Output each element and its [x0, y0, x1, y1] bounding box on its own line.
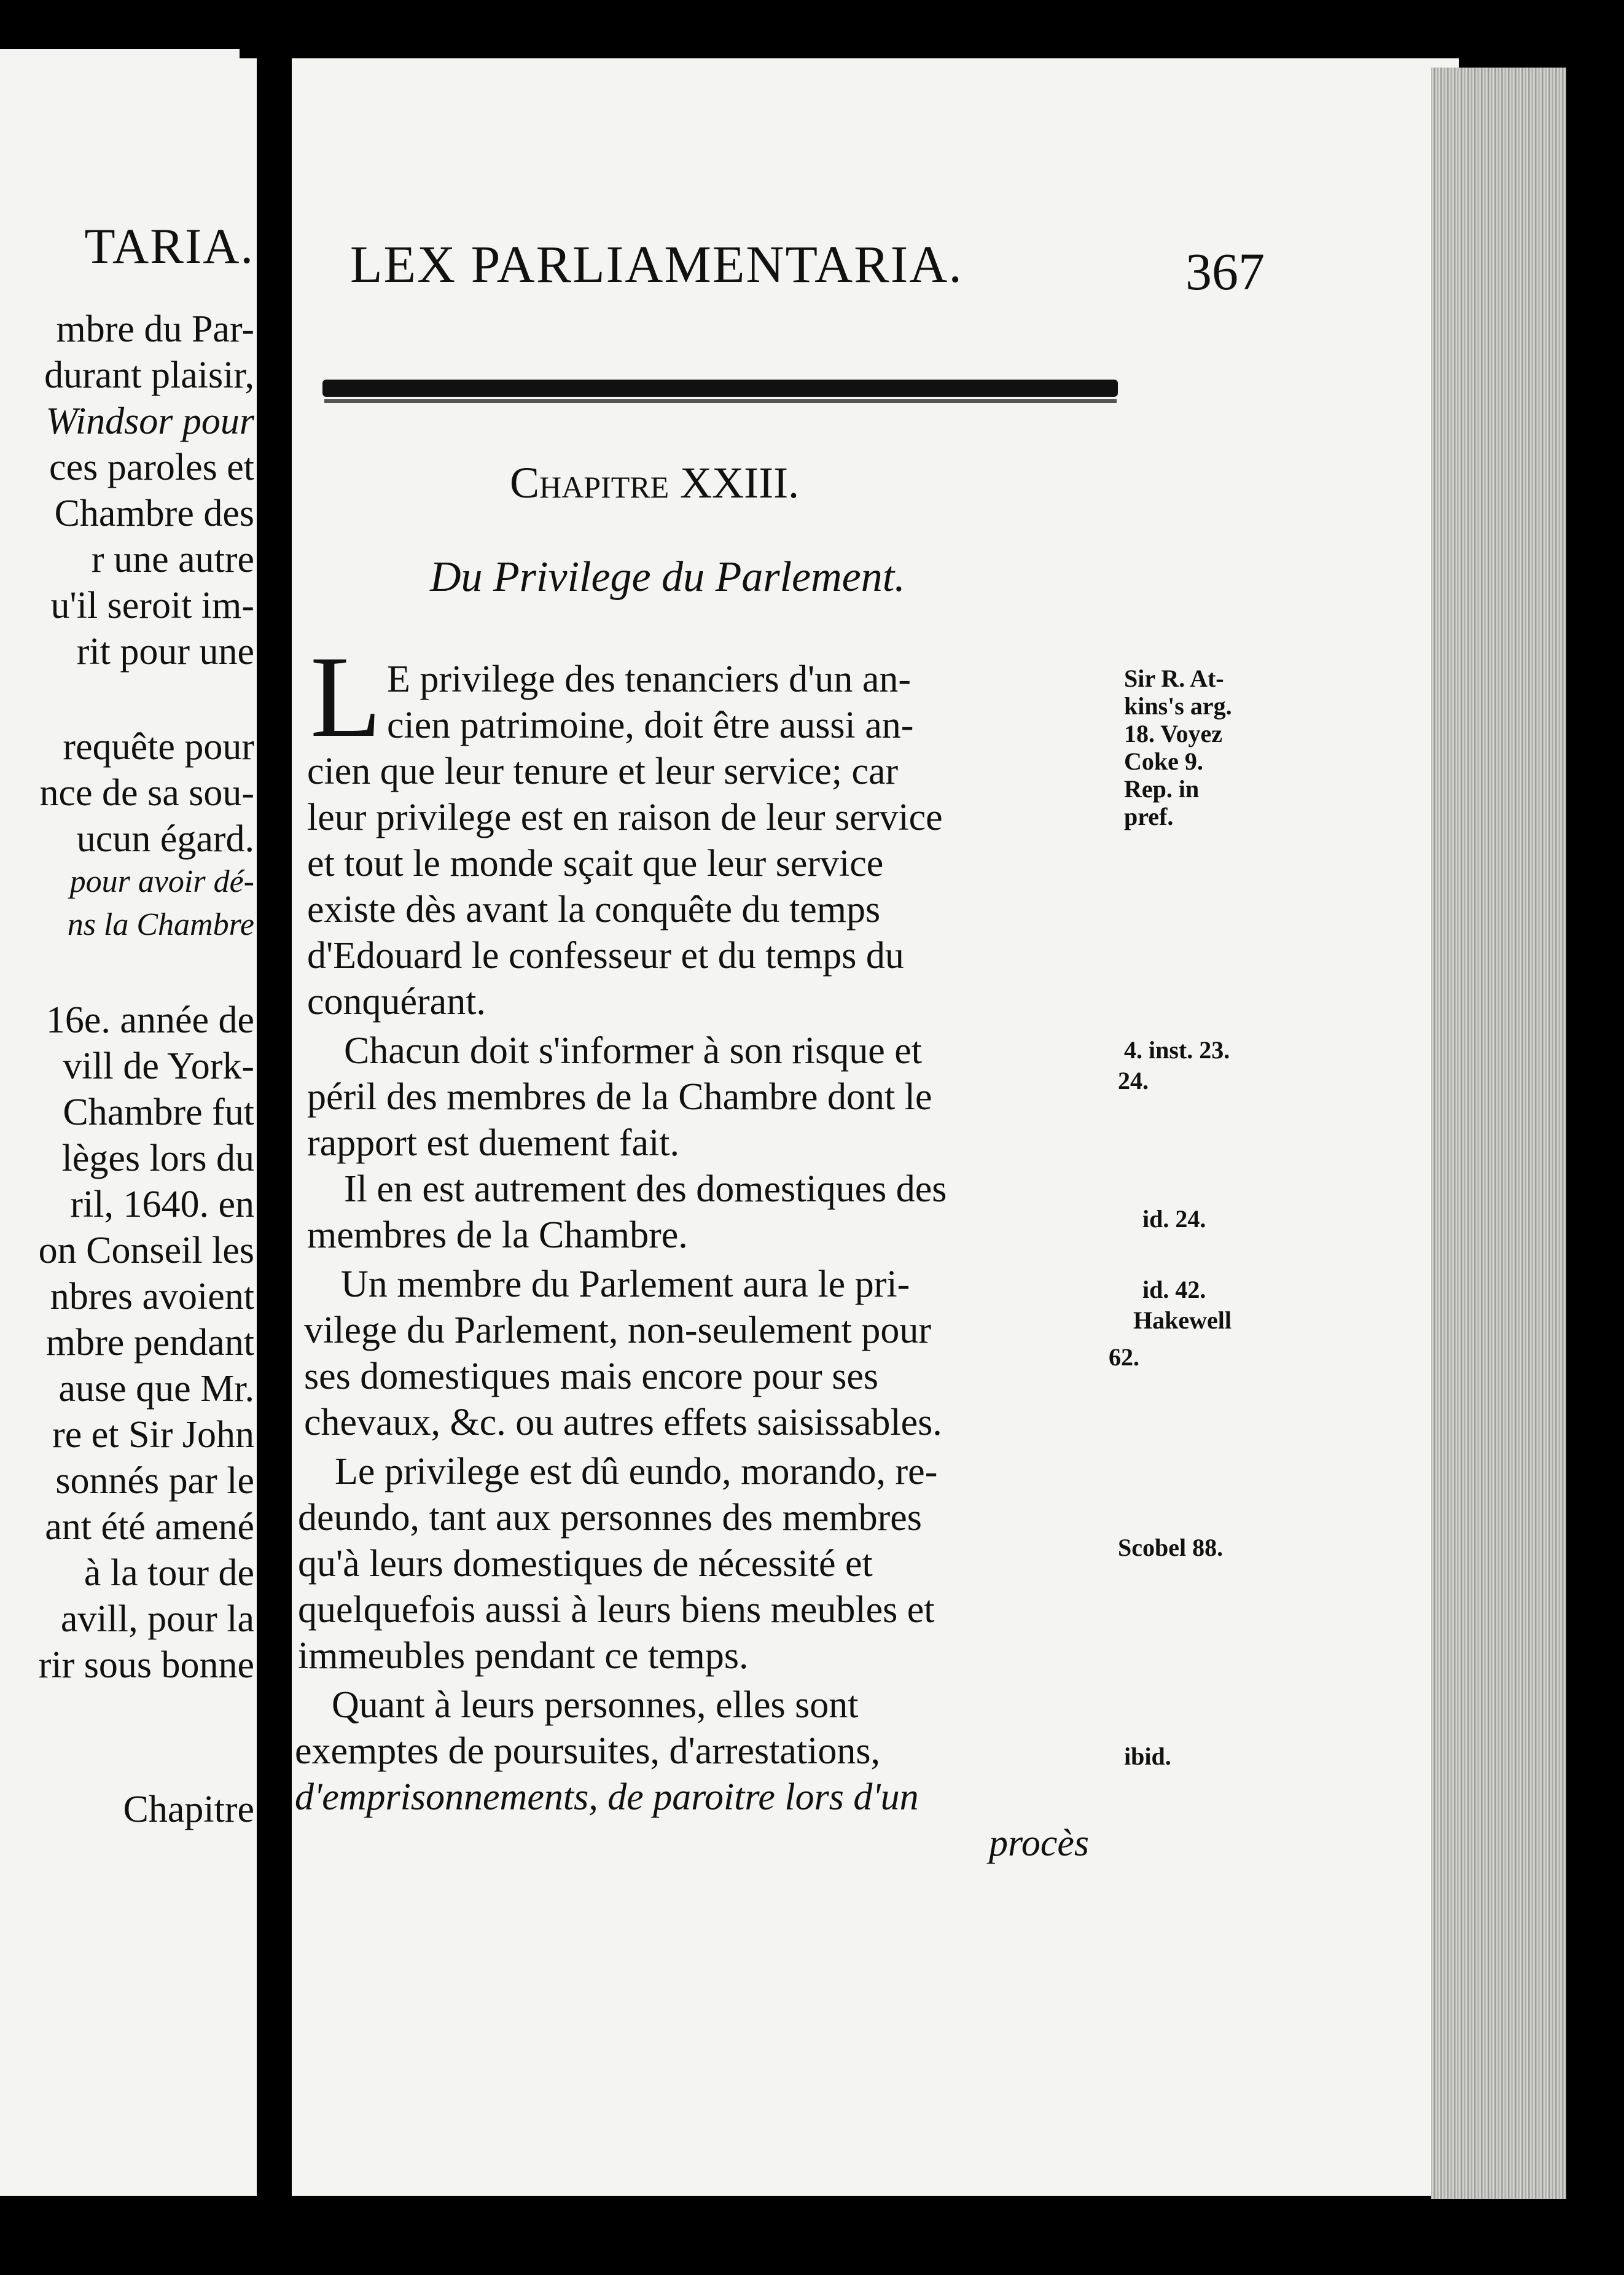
chapter-subtitle: Du Privilege du Parlement.	[430, 553, 905, 601]
body-line: immeubles pendant ce temps.	[298, 1635, 749, 1677]
left-line: Chambre fut	[63, 1091, 254, 1133]
body-line: leur privilege est en raison de leur service	[307, 797, 943, 838]
left-line: u'il seroit im-	[50, 585, 254, 626]
body-line: exemptes de poursuites, d'arrestations,	[295, 1730, 880, 1772]
body-line: ses domestiques mais encore pour ses	[304, 1356, 878, 1397]
left-line: ant été amené	[45, 1506, 254, 1548]
header-rule	[322, 380, 1118, 397]
left-line: on Conseil les	[38, 1230, 254, 1271]
left-line: Chambre des	[54, 493, 254, 534]
left-line: requête pour	[63, 726, 254, 768]
left-line: pour avoir dé-	[69, 864, 254, 899]
left-catchword: Chapitre	[123, 1789, 254, 1830]
left-line: ces paroles et	[49, 447, 254, 488]
page-edges	[1431, 68, 1566, 2199]
margin-note: Coke 9.	[1124, 747, 1203, 775]
margin-note: Scobel 88.	[1118, 1534, 1224, 1561]
left-line: ause que Mr.	[58, 1368, 254, 1410]
page-number: 367	[1185, 242, 1265, 301]
left-line: mbre du Par-	[56, 308, 254, 350]
drop-cap: L	[310, 633, 382, 762]
left-line: rit pour une	[76, 631, 254, 673]
margin-note: Rep. in	[1124, 775, 1200, 803]
body-line: conquérant.	[307, 981, 486, 1023]
margin-note: id. 42.	[1142, 1276, 1206, 1303]
body-line: Un membre du Parlement aura le pri-	[341, 1263, 910, 1305]
left-line: vill de York-	[63, 1045, 254, 1087]
body-line: Quant à leurs personnes, elles sont	[332, 1684, 859, 1726]
body-line: deundo, tant aux personnes des membres	[298, 1497, 922, 1539]
header-rule-thin	[324, 399, 1117, 403]
left-line: re et Sir John	[52, 1414, 254, 1456]
left-line: mbre pendant	[45, 1322, 254, 1364]
margin-note: ibid.	[1124, 1742, 1171, 1770]
margin-note: 4. inst. 23.	[1124, 1036, 1230, 1064]
left-line: ril, 1640. en	[70, 1184, 254, 1225]
body-line: Il en est autrement des domestiques des	[344, 1168, 947, 1210]
left-line: sonnés par le	[55, 1460, 254, 1502]
left-line: Windsor pour	[45, 400, 254, 442]
margin-note: Hakewell	[1133, 1306, 1232, 1334]
left-line: nce de sa sou-	[39, 772, 254, 814]
left-line: nbres avoient	[50, 1276, 254, 1317]
body-line: cien que leur tenure et leur service; car	[307, 751, 899, 792]
body-line: chevaux, &c. ou autres effets saisissables.	[304, 1402, 942, 1443]
body-line: membres de la Chambre.	[307, 1214, 688, 1256]
left-line: à la tour de	[84, 1552, 254, 1594]
body-line: rapport est duement fait.	[307, 1122, 680, 1164]
margin-note: Sir R. At-	[1124, 665, 1224, 692]
chapter-title: Chapitre XXIII.	[510, 458, 800, 507]
running-header: LEX PARLIAMENTARIA.	[350, 235, 963, 294]
margin-note: 24.	[1118, 1067, 1149, 1095]
margin-note: pref.	[1124, 803, 1174, 830]
left-line: ucun égard.	[76, 818, 254, 860]
body-line: d'Edouard le confesseur et du temps du	[307, 935, 904, 977]
left-line: 16e. année de	[45, 999, 254, 1041]
body-line: existe dès avant la conquête du temps	[307, 889, 881, 931]
body-line: qu'à leurs domestiques de nécessité et	[298, 1543, 873, 1585]
body-line: Chacun doit s'informer à son risque et	[344, 1030, 922, 1072]
left-line: ns la Chambre	[67, 907, 254, 942]
margin-note: 62.	[1109, 1343, 1139, 1371]
body-line: vilege du Parlement, non-seulement pour	[304, 1309, 932, 1351]
catchword: procès	[989, 1822, 1089, 1864]
margin-note: 18. Voyez	[1124, 720, 1222, 747]
left-line: lèges lors du	[61, 1138, 254, 1179]
left-line: durant plaisir,	[44, 354, 254, 396]
margin-note: id. 24.	[1142, 1205, 1206, 1233]
left-facing-page	[0, 58, 257, 2196]
body-line: E privilege des tenanciers d'un an-	[387, 658, 912, 700]
margin-note: kins's arg.	[1124, 692, 1232, 720]
body-line: quelquefois aussi à leurs biens meubles et	[298, 1589, 935, 1631]
body-line: d'emprisonnements, de paroitre lors d'un	[295, 1776, 919, 1818]
left-line: r une autre	[91, 539, 254, 580]
left-line: rir sous bonne	[38, 1644, 254, 1686]
body-line: et tout le monde sçait que leur service	[307, 843, 884, 884]
left-page-header: TARIA.	[84, 218, 254, 274]
body-line: Le privilege est dû eundo, morando, re-	[335, 1451, 938, 1493]
body-line: péril des membres de la Chambre dont le	[307, 1076, 932, 1118]
body-line: cien patrimoine, doit être aussi an-	[387, 704, 914, 746]
left-line: avill, pour la	[60, 1598, 254, 1640]
